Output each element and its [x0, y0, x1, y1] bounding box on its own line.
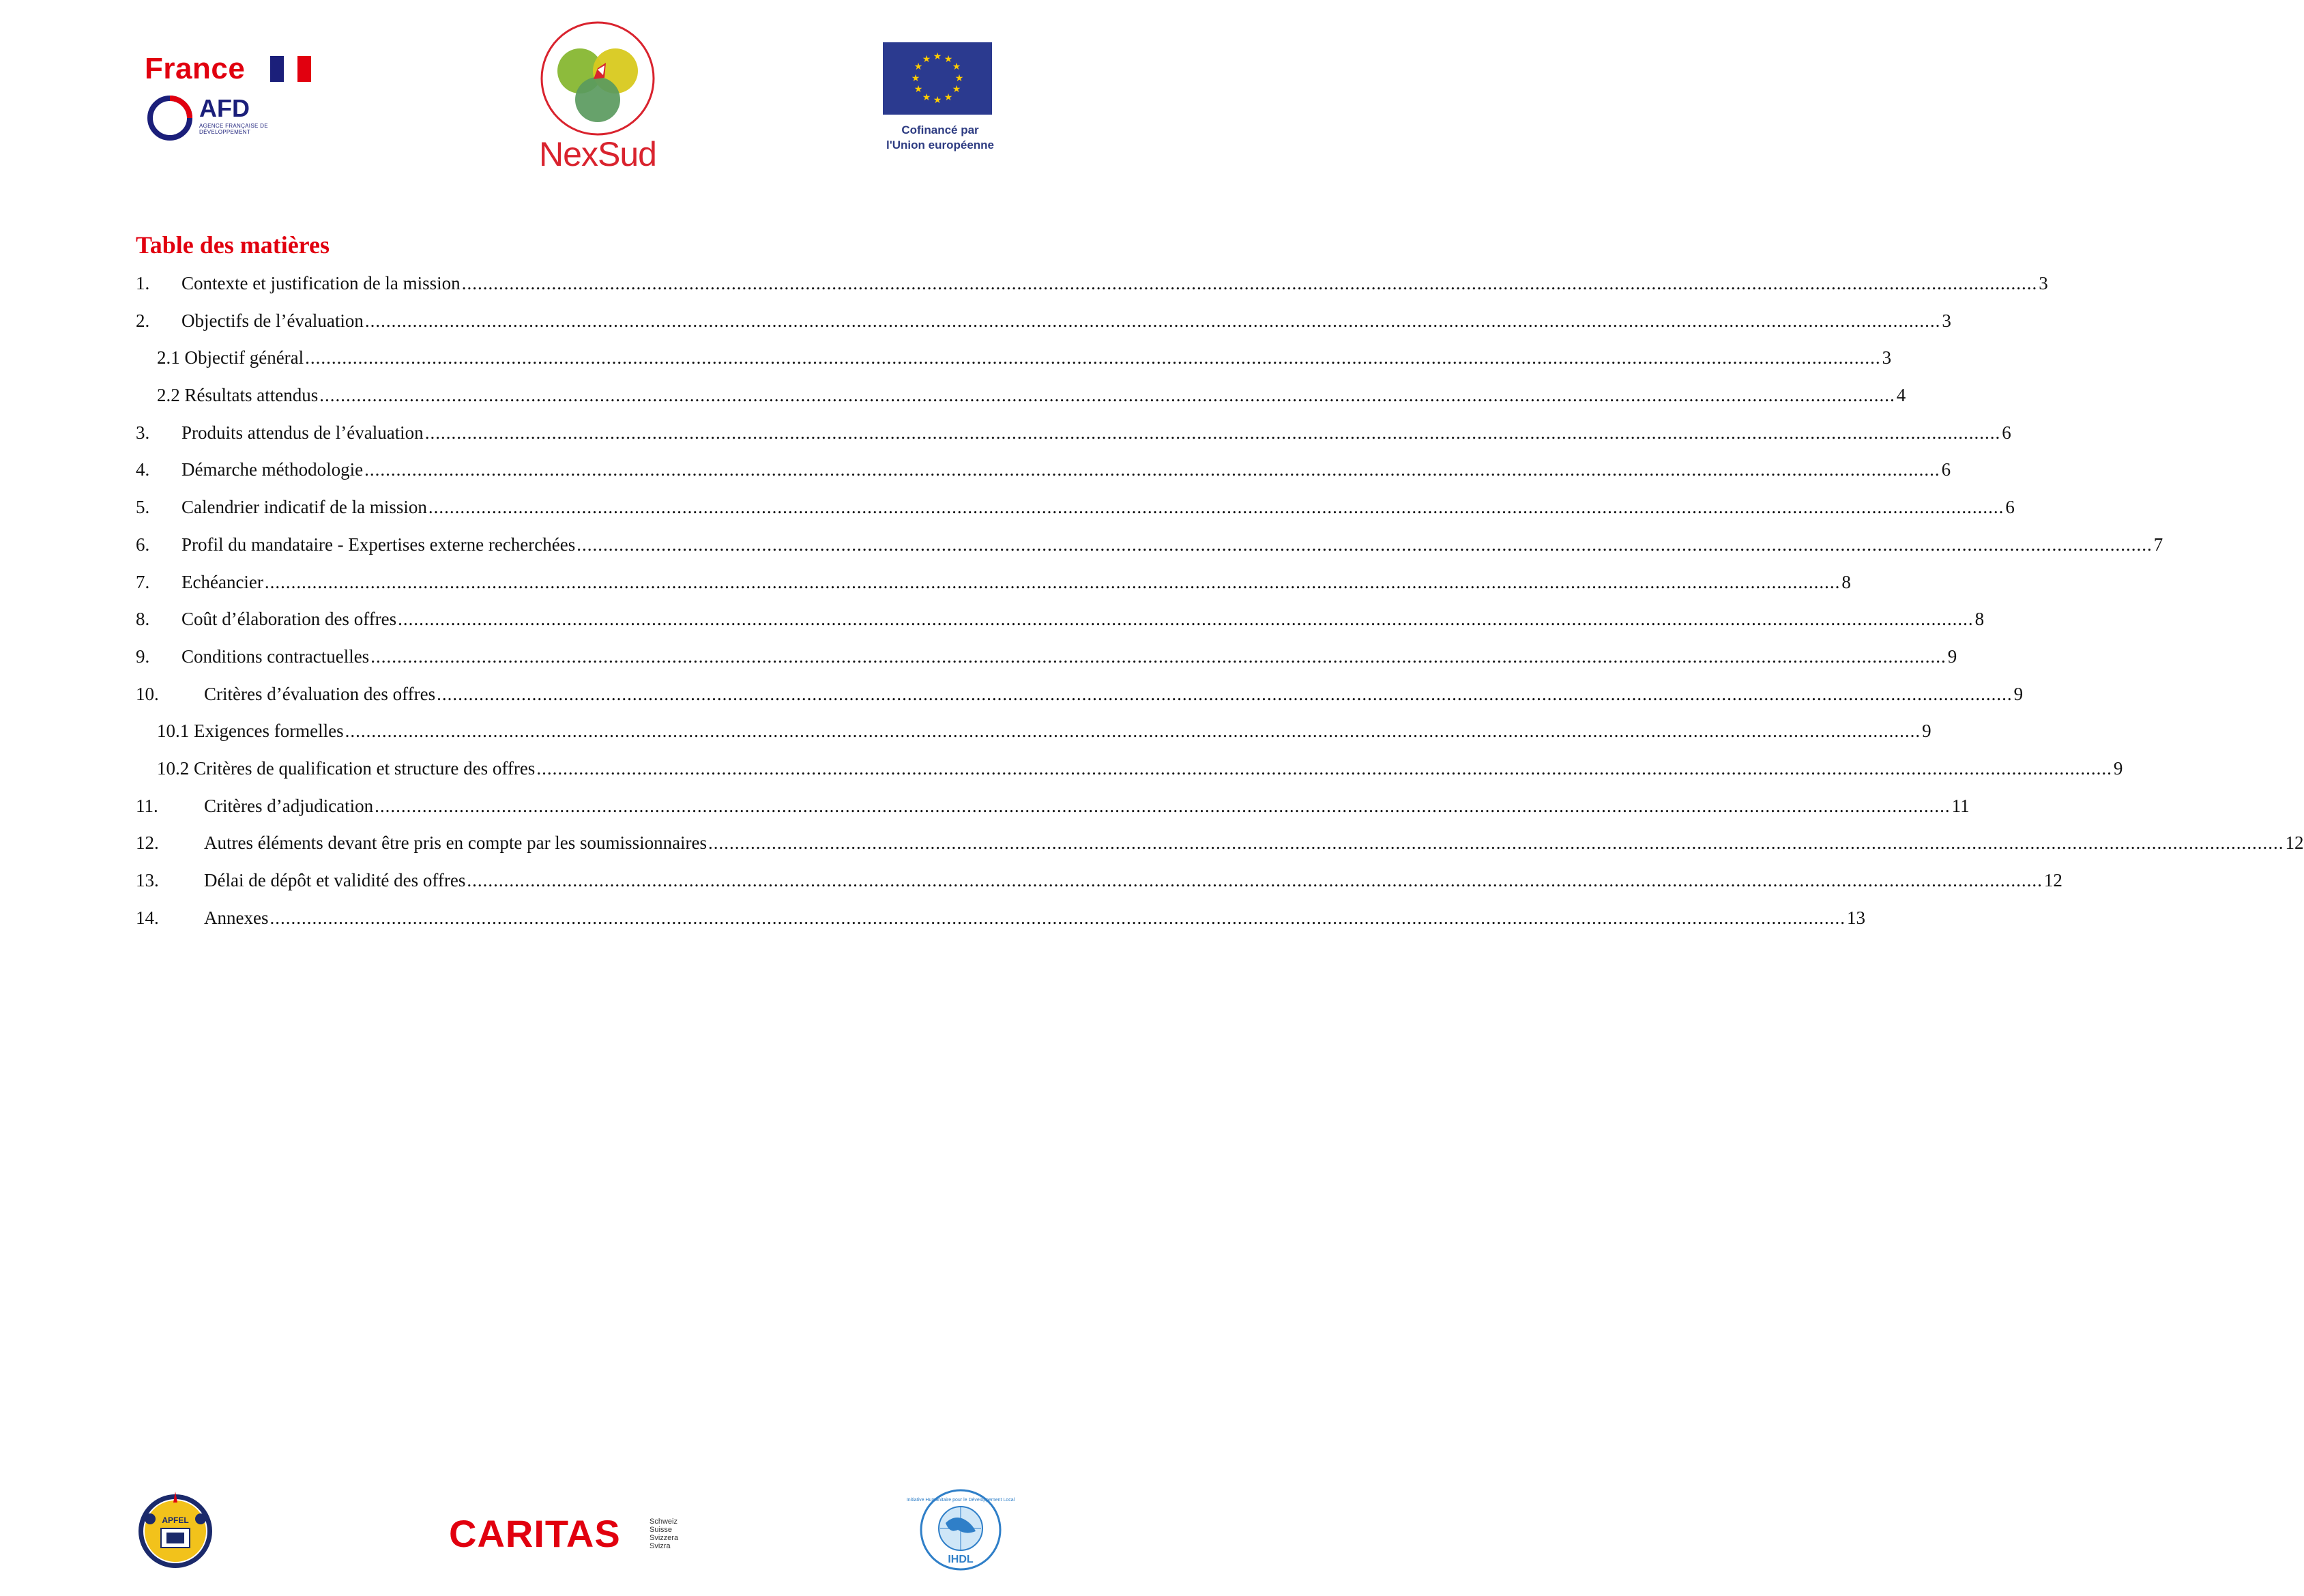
eu-cofunding-logo — [872, 41, 1008, 157]
caritas-sub-line: Schweiz — [650, 1518, 677, 1526]
toc-entry-page: 9 — [2013, 683, 2024, 704]
toc-entry-page: 3 — [1942, 310, 1951, 331]
toc-entry-label: 2.1 Objectif général — [157, 347, 304, 368]
toc-leader-dots — [269, 899, 1846, 937]
french-flag-icon — [270, 56, 311, 82]
toc-leader-dots — [577, 526, 2153, 564]
caritas-sub-line: Svizzera — [650, 1534, 679, 1542]
toc-leader-dots — [305, 339, 1881, 377]
eu-caption-line-2: l'Union européenne — [886, 139, 994, 151]
toc-entry[interactable] — [136, 824, 2304, 862]
toc-entry-label: Conditions contractuelles — [181, 645, 370, 667]
toc-entry-page: 4 — [1896, 385, 1906, 406]
toc-entry[interactable] — [136, 862, 2062, 899]
toc-entry-label: Profil du mandataire - Expertises externe recherchées — [181, 534, 576, 555]
toc-entry-page: 9 — [1922, 721, 1931, 742]
ihdl-ring-text: Initiative Humanitaire pour le Développement Local — [906, 1498, 1015, 1503]
toc-entry[interactable] — [136, 600, 1985, 638]
caritas-logo-text: CARITAS — [449, 1512, 621, 1555]
toc-entry[interactable] — [136, 302, 1951, 340]
toc-entry[interactable] — [136, 339, 1892, 377]
nexsud-logo — [536, 20, 659, 174]
svg-text:★: ★ — [914, 84, 923, 95]
toc-entry[interactable] — [136, 377, 1906, 414]
toc-entry-page: 7 — [2153, 534, 2163, 555]
apfel-logo — [134, 1488, 217, 1571]
toc-entry-number: 9. — [136, 645, 150, 667]
toc-entry-number: 3. — [136, 422, 150, 443]
toc-entry-number: 5. — [136, 497, 150, 518]
toc-list — [136, 265, 2304, 936]
eu-caption — [872, 123, 1008, 153]
toc-entry-label: Contexte et justification de la mission — [181, 273, 461, 293]
toc-entry-label: 10.2 Critères de qualification et structure des offres — [157, 757, 536, 779]
france-logo-text: France — [145, 52, 246, 85]
toc-entry-label: Critères d’évaluation des offres — [204, 683, 436, 704]
toc-entry[interactable] — [136, 638, 1957, 676]
svg-text:★: ★ — [954, 73, 964, 84]
toc-entry-page: 12 — [2285, 832, 2304, 854]
toc-entry[interactable] — [136, 265, 2048, 302]
toc-leader-dots — [708, 824, 2284, 862]
eu-caption-line-1: Cofinancé par — [901, 124, 979, 136]
toc-entry-page: 9 — [2113, 757, 2123, 779]
afd-logo-subtext: AGENCE FRANÇAISE DE DÉVELOPPEMENT — [199, 123, 268, 135]
caritas-logo — [449, 1513, 688, 1554]
toc-entry[interactable] — [136, 489, 2015, 526]
nexsud-emblem-icon — [536, 20, 659, 140]
toc-entry[interactable] — [136, 676, 2024, 713]
toc-entry-label: Calendrier indicatif de la mission — [181, 497, 427, 518]
caritas-sub-line: Suisse — [650, 1526, 673, 1534]
toc-entry-label: Annexes — [204, 907, 269, 928]
caritas-logo-subtext — [650, 1518, 678, 1550]
toc-entry-label: Coût d’élaboration des offres — [181, 609, 397, 630]
toc-entry-label: Critères d’adjudication — [204, 795, 374, 816]
afd-logo-text: AFD — [199, 94, 250, 122]
afd-ring-icon — [146, 94, 194, 142]
toc-leader-dots — [428, 489, 2004, 526]
toc-entry-number: 2. — [136, 310, 150, 331]
eu-flag-icon — [883, 42, 992, 115]
toc-entry-number: 11. — [136, 795, 158, 816]
toc-entry[interactable] — [136, 414, 2011, 452]
toc-entry-number: 12. — [136, 832, 159, 854]
toc-entry-page: 9 — [1947, 645, 1957, 667]
toc-entry-page: 11 — [1951, 795, 1970, 816]
toc-entry-page: 8 — [1841, 571, 1851, 592]
toc-leader-dots — [398, 600, 1974, 638]
toc-title: Table des matières — [136, 231, 330, 259]
toc-entry-number: 7. — [136, 571, 150, 592]
toc-entry-page: 6 — [1941, 459, 1951, 480]
caritas-sub-line: Svizra — [650, 1542, 671, 1550]
toc-leader-dots — [536, 750, 2112, 787]
ihdl-logo — [906, 1488, 1015, 1572]
toc-entry-label: Produits attendus de l’évaluation — [181, 422, 424, 443]
svg-text:★: ★ — [944, 92, 953, 103]
toc-leader-dots — [437, 676, 2013, 713]
toc-entry-page: 13 — [1846, 907, 1865, 928]
toc-entry-page: 3 — [1882, 347, 1892, 368]
toc-entry-label: Délai de dépôt et validité des offres — [204, 870, 466, 890]
toc-leader-dots — [467, 862, 2043, 899]
toc-entry[interactable] — [136, 451, 1951, 489]
toc-entry[interactable] — [136, 750, 2123, 787]
toc-entry[interactable] — [136, 712, 1931, 750]
toc-leader-dots — [265, 564, 1841, 601]
toc-entry-number: 14. — [136, 907, 159, 928]
toc-entry-number: 1. — [136, 273, 150, 293]
toc-entry-page: 6 — [2005, 497, 2015, 518]
toc-entry-number: 4. — [136, 459, 150, 480]
svg-text:★: ★ — [933, 51, 942, 62]
ihdl-globe-icon — [906, 1488, 1015, 1572]
toc-entry-label: 2.2 Résultats attendus — [157, 385, 319, 406]
toc-entry-number: 13. — [136, 870, 159, 890]
toc-entry-page: 3 — [2039, 273, 2048, 293]
toc-entry[interactable] — [136, 787, 1970, 825]
toc-entry[interactable] — [136, 899, 1865, 937]
toc-leader-dots — [425, 414, 2001, 452]
table-of-contents — [136, 229, 2304, 936]
nexsud-logo-text: NexSud — [539, 135, 656, 173]
svg-text:★: ★ — [952, 84, 961, 95]
toc-entry-label: 10.1 Exigences formelles — [157, 721, 344, 742]
toc-entry-page: 8 — [1974, 609, 1985, 630]
toc-leader-dots — [375, 787, 1951, 825]
toc-leader-dots — [319, 377, 1895, 414]
apfel-emblem-icon — [134, 1488, 217, 1571]
svg-text:★: ★ — [944, 54, 953, 65]
svg-text:★: ★ — [914, 61, 923, 72]
toc-leader-dots — [462, 265, 2038, 302]
france-afd-logo — [145, 52, 322, 141]
toc-entry-label: Objectifs de l’évaluation — [181, 310, 364, 331]
toc-entry-label: Autres éléments devant être pris en compte par les soumissionnaires — [204, 832, 708, 854]
svg-text:★: ★ — [933, 95, 942, 106]
toc-entry-page: 6 — [2002, 422, 2011, 443]
toc-leader-dots — [365, 302, 1941, 340]
svg-text:★: ★ — [922, 54, 931, 65]
toc-entry[interactable] — [136, 564, 1851, 601]
ihdl-logo-text: IHDL — [948, 1554, 974, 1565]
toc-leader-dots — [370, 638, 1946, 676]
toc-entry-label: Echéancier — [181, 571, 263, 592]
toc-entry-label: Démarche méthodologie — [181, 459, 364, 480]
toc-leader-dots — [345, 712, 1921, 750]
svg-text:★: ★ — [922, 92, 931, 103]
toc-leader-dots — [364, 451, 1940, 489]
toc-entry-number: 6. — [136, 534, 150, 555]
toc-entry-number: 8. — [136, 609, 150, 630]
eu-stars-icon — [883, 42, 992, 115]
apfel-logo-text: APFEL — [162, 1515, 189, 1525]
toc-entry-page: 12 — [2043, 870, 2062, 890]
toc-entry[interactable] — [136, 526, 2163, 564]
svg-text:★: ★ — [952, 61, 961, 72]
toc-entry-number: 10. — [136, 683, 159, 704]
svg-text:★: ★ — [911, 73, 920, 84]
